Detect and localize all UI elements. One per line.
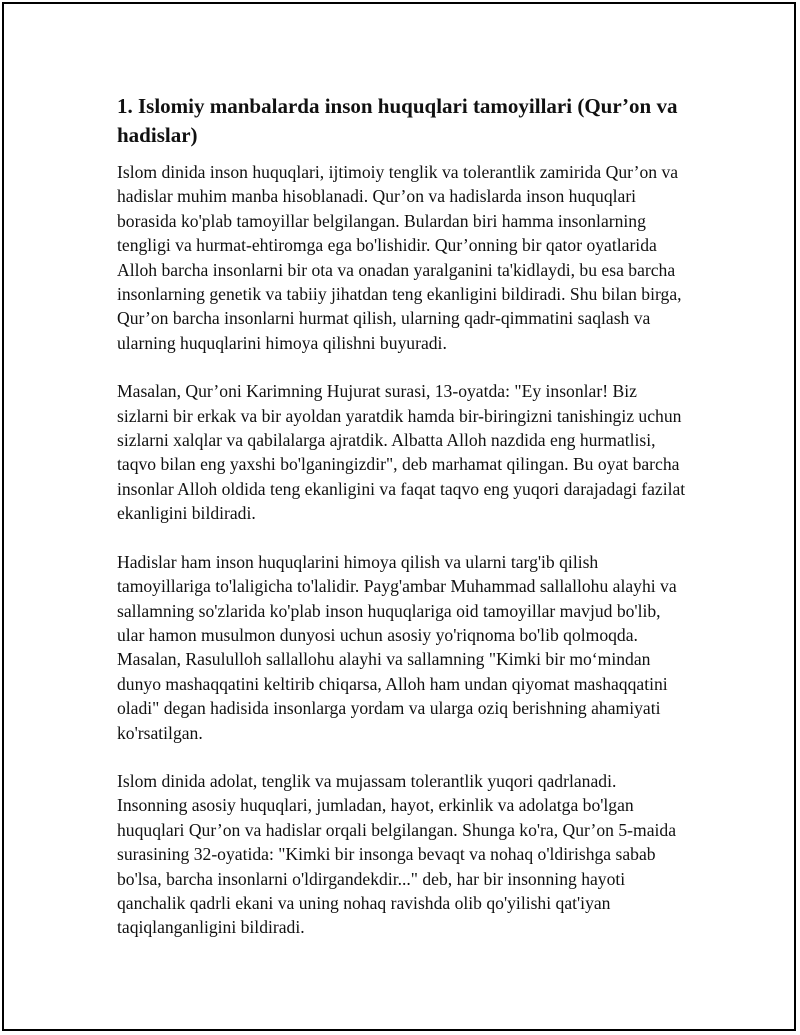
section-heading: 1. Islomiy manbalarda inson huquqlari tamoyillari (Qur’on va hadislar) (117, 94, 678, 147)
document-body (117, 92, 687, 964)
paragraph-1: Islom dinida inson huquqlari, ijtimoiy tenglik va tolerantlik zamirida Qur’on va hadislar muhim manba hisoblanadi. Qur’on va hadislarda inson huquqlari borasida ko'plab tamoyillar belgilangan. Bulardan biri hamma insonlarning tengligi va hurmat-ehtiromga ega bo'lishidir. Qur’onning bir qator oyatlarida Alloh barcha insonlarni bir ota va onadan yaralganini ta'kidlaydi, bu esa barcha insonlarning genetik va tabiiy jihatdan teng ekanligini bildiradi. Shu bilan birga, Qur’on barcha insonlarni hurmat qilish, ularning qadr-qimmatini saqlash va ularning huquqlarini himoya qilishni buyuradi. (117, 162, 682, 353)
paragraph-3: Hadislar ham inson huquqlarini himoya qilish va ularni targ'ib qilish tamoyillariga to'laligicha to'lalidir. Payg'ambar Muhammad sallallohu alayhi va sallamning so'zlarida ko'plab inson huquqlariga oid tamoyillar mavjud bo'lib, ular hamon musulmon dunyosi uchun asosiy yo'riqnoma bo'lib qolmoqda. Masalan, Rasululloh sallallohu alayhi va sallamning "Kimki bir mo‘mindan dunyo mashaqqatini keltirib chiqarsa, Alloh ham undan qiyomat mashaqqatini oladi" degan hadisida insonlarga yordam va ularga oziq berishning ahamiyati ko'rsatilgan. (117, 551, 677, 743)
paragraph-2: Masalan, Qur’oni Karimning Hujurat surasi, 13-oyatda: "Ey insonlar! Biz sizlarni bir erkak va bir ayoldan yaratdik hamda bir-biringizni tanishingiz uchun sizlarni xalqlar va qabilalarga ajratdik. Albatta Alloh nazdida eng hurmatlisi, taqvo bilan eng yaxshi bo'lganingizdir", deb marhamat qilingan. Bu oyat barcha insonlar Alloh oldida teng ekanligini va faqat taqvo eng yuqori darajadagi fazilat ekanligini bildiradi. (117, 381, 686, 524)
paragraph-4: Islom dinida adolat, tenglik va mujassam tolerantlik yuqori qadrlanadi. Insonning asosiy huquqlari, jumladan, hayot, erkinlik va adolatga bo'lgan huquqlari Qur’on va hadislar orqali belgilangan. Shunga ko'ra, Qur’on 5-maida surasining 32-oyatida: "Kimki bir insonga bevaqt va nohaq o'ldirishga sabab bo'lsa, barcha insonlarni o'ldirgandekdir..." deb, har bir insonning hayoti qanchalik qadrli ekani va uning nohaq ravishda olib qo'yilishi qat'iyan taqiqlanganligini bildiradi. (117, 770, 677, 938)
